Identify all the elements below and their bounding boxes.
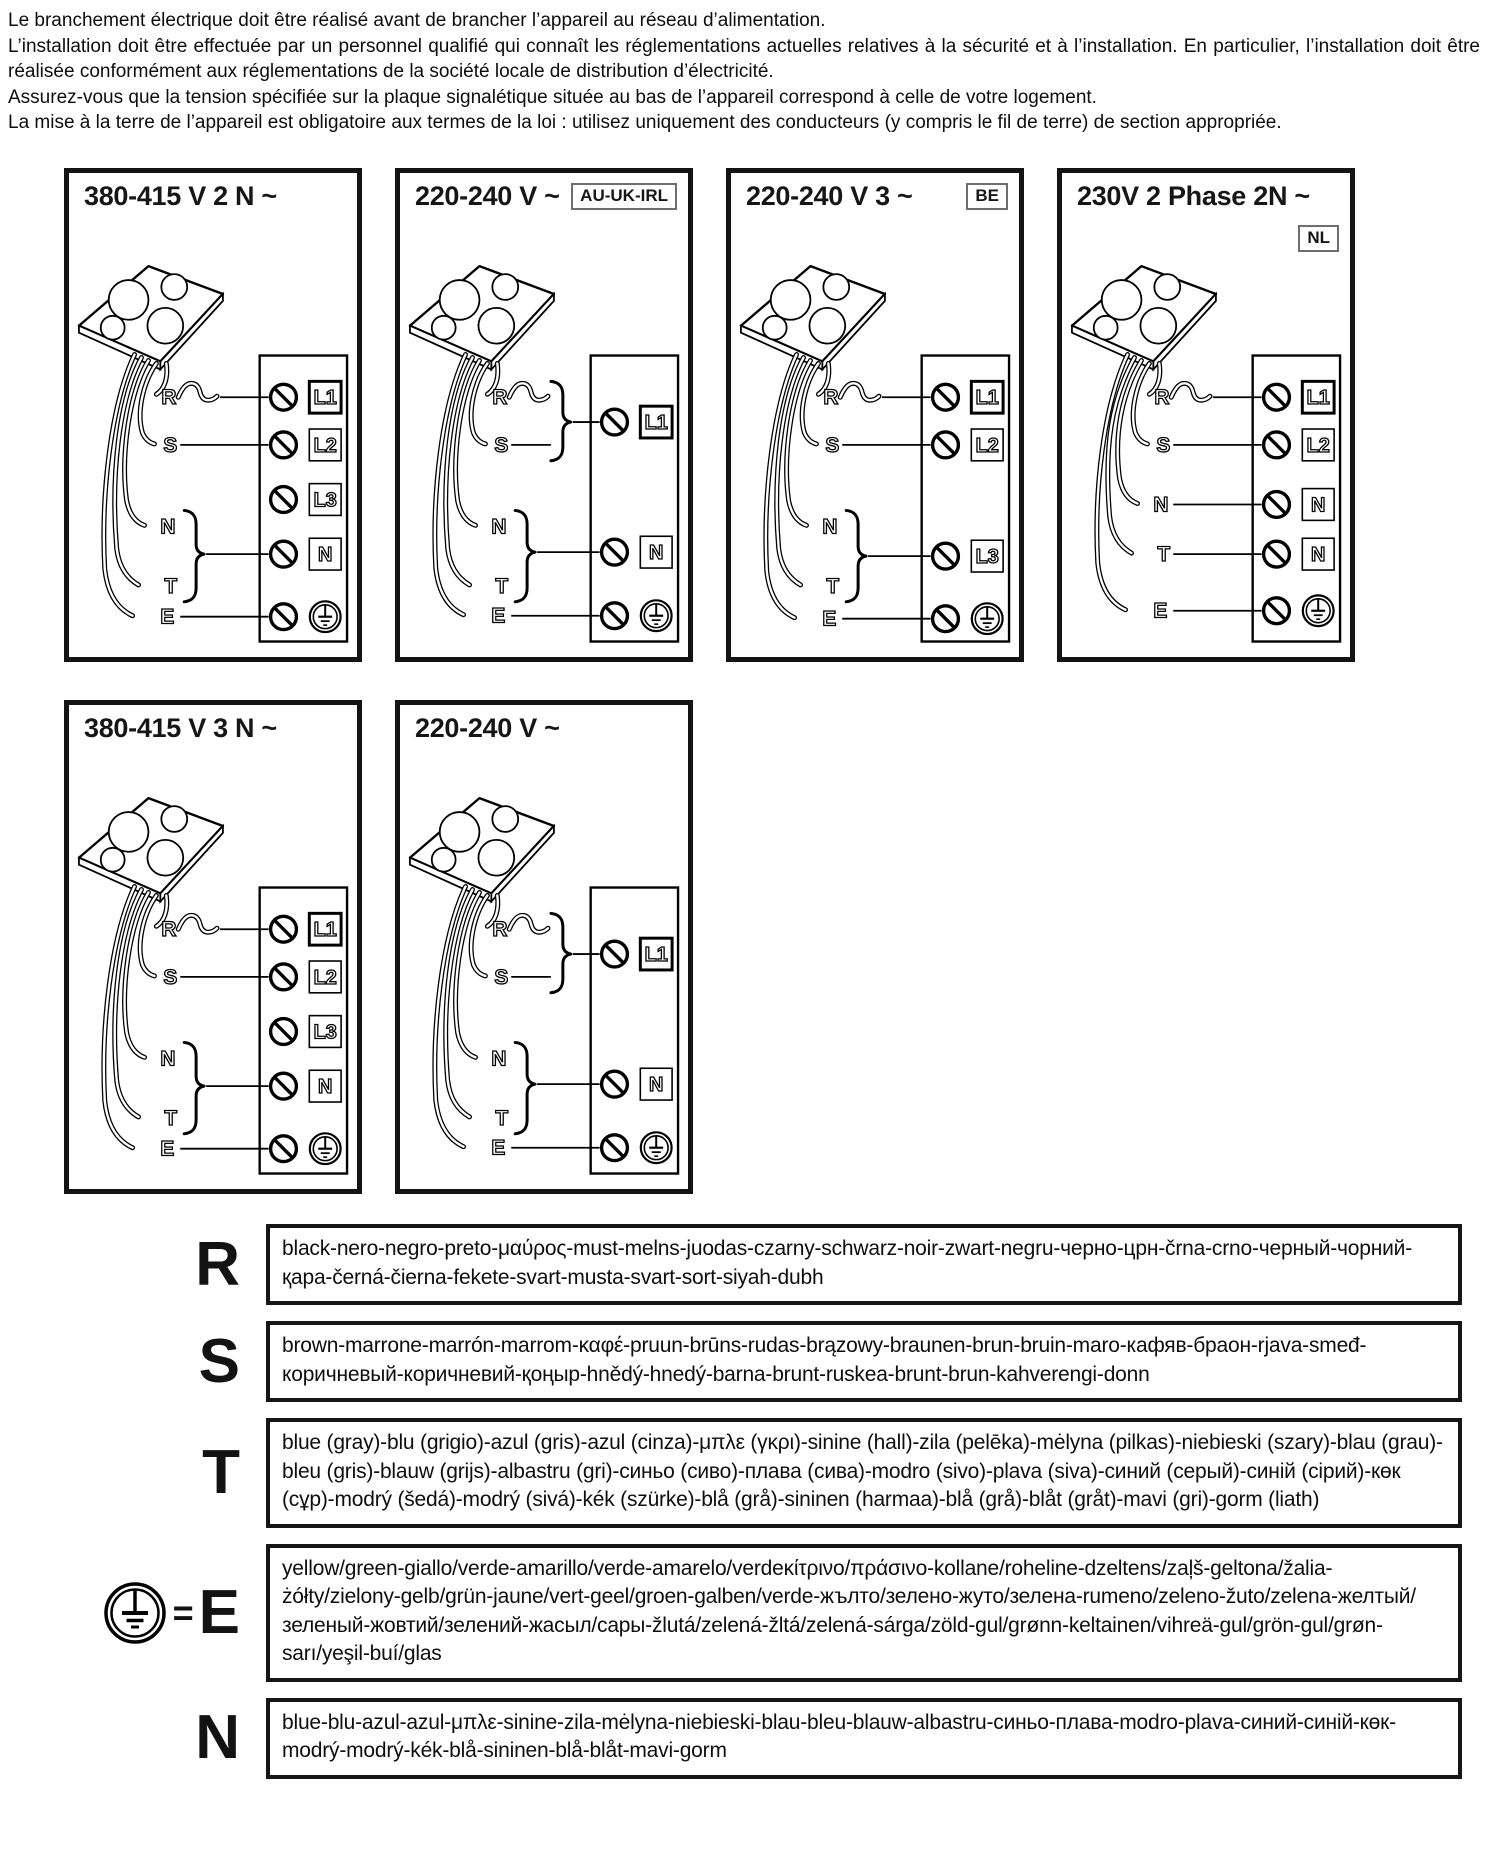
screw-icon [602, 941, 628, 967]
intro-paragraph: L’installation doit être effectuée par un personnel qualifié qui connaît les réglementations actuelles relatives à la sécurité et à l’installation. En particulier, l’installation doit être réalisée conformément aux réglementations de la société locale de distribution d’électricité. [8, 35, 1480, 82]
wiring-diagram [69, 745, 355, 1181]
earth-symbol-icon [641, 600, 672, 631]
brace [184, 1042, 204, 1133]
wire-label: S [494, 965, 509, 989]
terminal-label: L3 [313, 1021, 337, 1044]
wire-label: R [1154, 386, 1170, 410]
terminal-label: L2 [313, 966, 337, 989]
connections [178, 383, 268, 616]
diagram-title: 220-240 V 3 ~ [746, 181, 913, 211]
earth-symbol-icon [641, 1132, 672, 1163]
wires [435, 355, 508, 628]
wire-label: N [160, 1047, 176, 1071]
wire-label: E [160, 1137, 175, 1161]
diagram-title: 380-415 V 2 N ~ [84, 181, 277, 211]
wiring-diagram [400, 213, 686, 649]
region-badge: NL [1298, 225, 1339, 252]
diagram-grid [64, 168, 1364, 1194]
terminal-label: L2 [975, 434, 999, 457]
terminal-label: L1 [1306, 387, 1330, 410]
wires [104, 887, 177, 1161]
wire-label: T [1157, 543, 1171, 567]
screw-icon [271, 384, 297, 410]
wire-label: N [1153, 493, 1169, 517]
cooktop-icon [741, 266, 885, 369]
wire-label: S [1156, 433, 1171, 457]
terminal-label: N [318, 544, 333, 567]
terminal-block [260, 356, 347, 642]
legend-symbol: S [198, 1326, 240, 1396]
terminal-label: L1 [975, 387, 999, 410]
screw-icon [271, 1136, 297, 1162]
wire-label: T [495, 574, 509, 598]
terminal-label: N [318, 1076, 333, 1099]
wire-label: T [164, 574, 178, 598]
brace [846, 510, 866, 601]
region-badge: BE [966, 183, 1008, 210]
wire-label: R [161, 918, 177, 942]
screw-icon [271, 964, 297, 990]
wire-label: T [826, 574, 840, 598]
terminal-label: N [1311, 494, 1326, 517]
wiring-diagram [400, 745, 686, 1181]
terminal-label: L1 [313, 919, 337, 942]
terminal-label: L1 [644, 944, 668, 967]
earth-symbol-icon [310, 1133, 341, 1164]
intro-paragraph: Le branchement électrique doit être réalisé avant de brancher l’appareil au réseau d’alimentation. [8, 10, 826, 31]
terminal-block [260, 888, 347, 1174]
brace [515, 510, 535, 601]
brace [184, 510, 204, 601]
wire-label: R [492, 386, 508, 410]
connections [840, 383, 930, 618]
connections [1171, 383, 1261, 610]
wire-label: N [160, 515, 176, 539]
wire-label: S [163, 965, 178, 989]
diagram-title: 220-240 V ~ [415, 181, 560, 211]
connections [178, 915, 268, 1148]
legend-symbol-cell [78, 1577, 266, 1647]
wire-label: R [161, 386, 177, 410]
screw-icon [1264, 384, 1290, 410]
legend-row [78, 1544, 1462, 1682]
screw-icon [1264, 432, 1290, 458]
connections [509, 381, 599, 615]
terminal-block [922, 356, 1009, 642]
terminal-block [1253, 356, 1340, 642]
wires [104, 355, 177, 629]
legend-symbol: N [195, 1703, 240, 1773]
cooktop-icon [410, 798, 554, 901]
wire-label: N [491, 1047, 507, 1071]
wiring-diagram [69, 213, 355, 649]
diagram-title: 230V 2 Phase 2N ~ [1077, 181, 1310, 211]
wire-label: E [491, 604, 506, 628]
screw-icon [1264, 541, 1290, 567]
screw-icon [271, 916, 297, 942]
diagram-box [64, 168, 362, 662]
wire-label: T [164, 1106, 178, 1130]
legend-text: brown-marrone-marrón-marrom-καφέ-pruun-brūns-rudas-brązowy-braunen-brun-bruin-maro-кафяв-браон-rjava-smeđ-коричневый-коричневий-қоңыр-hnědý-hnedý-barna-brunt-ruskea-brunt-brun-kahverengi-donn [266, 1321, 1462, 1402]
terminal-block [591, 888, 678, 1174]
screw-icon [271, 487, 297, 513]
diagram-box [395, 168, 693, 662]
brace [515, 1042, 535, 1133]
terminal-label: L2 [313, 434, 337, 457]
screw-icon [271, 1073, 297, 1099]
screw-icon [933, 543, 959, 569]
screw-icon [602, 603, 628, 629]
screw-icon [271, 1019, 297, 1045]
earth-symbol-icon [310, 601, 341, 632]
screw-icon [602, 1071, 628, 1097]
legend-row [78, 1418, 1462, 1528]
terminal-label: N [649, 1074, 664, 1097]
terminal-block [591, 356, 678, 642]
diagram-title: 220-240 V ~ [415, 713, 560, 743]
cooktop-icon [79, 798, 223, 901]
wiring-diagram [731, 213, 1017, 649]
terminal-label: N [1311, 544, 1326, 567]
cooktop-icon [1072, 266, 1216, 369]
legend-row [78, 1224, 1462, 1305]
legend-row [78, 1698, 1462, 1779]
wires [435, 887, 508, 1160]
wire-label: N [491, 515, 507, 539]
legend-symbol: E [198, 1577, 240, 1647]
terminal-label: L3 [313, 489, 337, 512]
screw-icon [602, 539, 628, 565]
legend-text: yellow/green-giallo/verde-amarillo/verde-amarelo/verdeκίτρινο/πράσινο-kollane/roheline-dzeltens/zaļš-geltona/žalia-żółty/zielony-gelb/grün-jaune/vert-geel/groen-galben/verde-жълто/зелено-жуто/зелена-rumeno/zeleno-žuto/zelena-желтый/зеленый-жовтий/зелений-жасыл/сары-žlutá/zelená-žltá/zelená-sárga/zöld-gul/grønn-keltainen/vihreä-gul/grön-gul/grøn-sarı/yeşil-buí/glas [266, 1544, 1462, 1682]
intro-text [8, 8, 1480, 136]
terminal-label: L1 [644, 412, 668, 435]
legend-row [78, 1321, 1462, 1402]
legend-symbol-cell [78, 1437, 266, 1507]
region-badge: AU-UK-IRL [571, 183, 677, 210]
wire-label: S [163, 433, 178, 457]
wire-label: E [491, 1136, 506, 1160]
wiring-diagram [1062, 213, 1348, 649]
terminal-label: L2 [1306, 434, 1330, 457]
brace [551, 913, 571, 992]
intro-paragraph: La mise à la terre de l’appareil est obligatoire aux termes de la loi : utilisez uniquement des conducteurs (y compris le fil de terre) de section appropriée. [8, 112, 1282, 133]
wire-label: R [492, 918, 508, 942]
wire-label: S [825, 433, 840, 457]
wire-label: E [1153, 599, 1168, 623]
screw-icon [1264, 492, 1290, 518]
screw-icon [933, 432, 959, 458]
wire-label: R [823, 386, 839, 410]
connections [509, 913, 599, 1147]
terminal-label: L1 [313, 387, 337, 410]
legend-symbol-cell [78, 1326, 266, 1396]
terminal-label: N [649, 542, 664, 565]
equals-sign: = [172, 1591, 194, 1633]
wire-label: T [495, 1106, 509, 1130]
legend-symbol-cell [78, 1229, 266, 1299]
screw-icon [271, 541, 297, 567]
screw-icon [933, 384, 959, 410]
wire-color-legend [78, 1224, 1462, 1779]
earth-symbol-icon [972, 603, 1003, 634]
wire-label: E [160, 605, 175, 629]
cooktop-icon [410, 266, 554, 369]
wire-label: S [494, 433, 509, 457]
screw-icon [271, 432, 297, 458]
screw-icon [602, 1135, 628, 1161]
wires [766, 355, 839, 631]
screw-icon [1264, 598, 1290, 624]
legend-text: blue-blu-azul-azul-μπλε-sinine-zila-mėlyna-niebieski-blau-bleu-blauw-albastru-синьо-плава-modro-plava-синий-синій-көк-modrý-modrý-kék-blå-sininen-blå-blåt-mavi-gorm [266, 1698, 1462, 1779]
diagram-box [64, 700, 362, 1194]
diagram-title: 380-415 V 3 N ~ [84, 713, 277, 743]
legend-text: blue (gray)-blu (grigio)-azul (gris)-azul (cinza)-μπλε (γκρι)-sinine (hall)-zila (pelēka)-mėlyna (pilkas)-niebieski (szary)-blau (grau)-bleu (gris)-blauw (grijs)-albastru (gri)-синьо (сиво)-плава (сива)-modro (sivo)-plava (siva)-синий (серый)-синій (сірий)-көк (сұр)-modrý (šedá)-modrý (sivá)-kék (szürke)-blå (grå)-sininen (harmaa)-blå (grå)-blåt (gråt)-mavi (gri)-gorm (liath) [266, 1418, 1462, 1528]
earth-symbol-icon [1303, 595, 1334, 626]
diagram-box [726, 168, 1024, 662]
diagram-box [1057, 168, 1355, 662]
intro-paragraph: Assurez-vous que la tension spécifiée sur la plaque signalétique située au bas de l’appareil correspond à celle de votre logement. [8, 86, 1097, 108]
legend-symbol-cell [78, 1703, 266, 1773]
diagram-box [395, 700, 693, 1194]
cooktop-icon [79, 266, 223, 369]
screw-icon [933, 606, 959, 632]
terminal-label: L3 [975, 546, 999, 569]
screw-icon [271, 604, 297, 630]
legend-symbol: T [202, 1437, 240, 1507]
screw-icon [602, 409, 628, 435]
wire-label: N [822, 515, 838, 539]
wires [1097, 355, 1170, 623]
earth-symbol-icon [102, 1580, 168, 1646]
brace [551, 381, 571, 460]
legend-text: black-nero-negro-preto-μαύρος-must-melns-juodas-czarny-schwarz-noir-zwart-negru-черно-црн-črna-crno-черный-чорний-қара-černá-čierna-fekete-svart-musta-svart-sort-siyah-dubh [266, 1224, 1462, 1305]
wire-label: E [822, 607, 837, 631]
legend-symbol: R [195, 1229, 240, 1299]
